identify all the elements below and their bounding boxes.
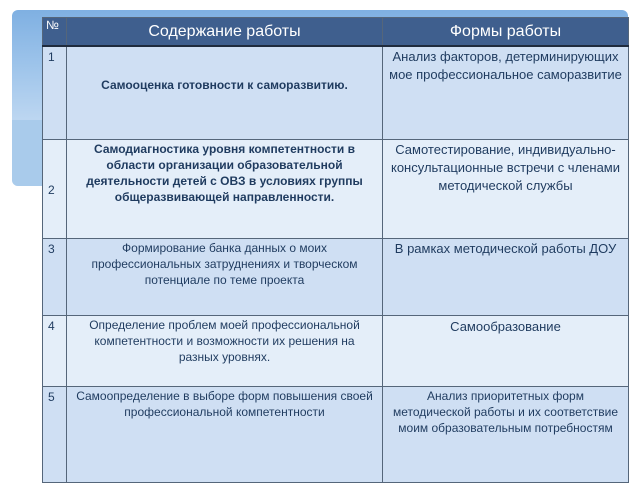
row-content: Самоопределение в выборе форм повышения своей профессиональной компетентности — [67, 387, 383, 483]
header-forms: Формы работы — [383, 18, 629, 47]
row-content: Самодиагностика уровня компетентности в области организации образовательной деятельности детей с ОВЗ в условиях группы общеразвивающей направленности. — [67, 140, 383, 239]
row-forms: Анализ факторов, детерминирующих мое профессиональное саморазвитие — [383, 46, 629, 140]
row-number: 2 — [43, 140, 67, 239]
row-number: 5 — [43, 387, 67, 483]
row-content: Самооценка готовности к саморазвитию. — [67, 46, 383, 140]
row-forms: Анализ приоритетных форм методической работы и их соответствие моим образовательным потребностям — [383, 387, 629, 483]
table-row — [43, 46, 629, 140]
work-plan-table — [42, 17, 629, 483]
header-number: № — [43, 18, 67, 47]
table-header-row — [43, 18, 629, 47]
row-forms: Самообразование — [383, 316, 629, 387]
row-content: Определение проблем моей профессиональной компетентности и возможности их решения на разных уровнях. — [67, 316, 383, 387]
row-content: Формирование банка данных о моих профессиональных затруднениях и творческом потенциале по теме проекта — [67, 239, 383, 316]
row-number: 3 — [43, 239, 67, 316]
table-row — [43, 140, 629, 239]
table-row — [43, 387, 629, 483]
row-number: 1 — [43, 46, 67, 140]
header-content: Содержание работы — [67, 18, 383, 47]
row-number: 4 — [43, 316, 67, 387]
table-row — [43, 316, 629, 387]
row-forms: В рамках методической работы ДОУ — [383, 239, 629, 316]
row-forms: Самотестирование, индивидуально-консультационные встречи с членами методической службы — [383, 140, 629, 239]
table-row — [43, 239, 629, 316]
